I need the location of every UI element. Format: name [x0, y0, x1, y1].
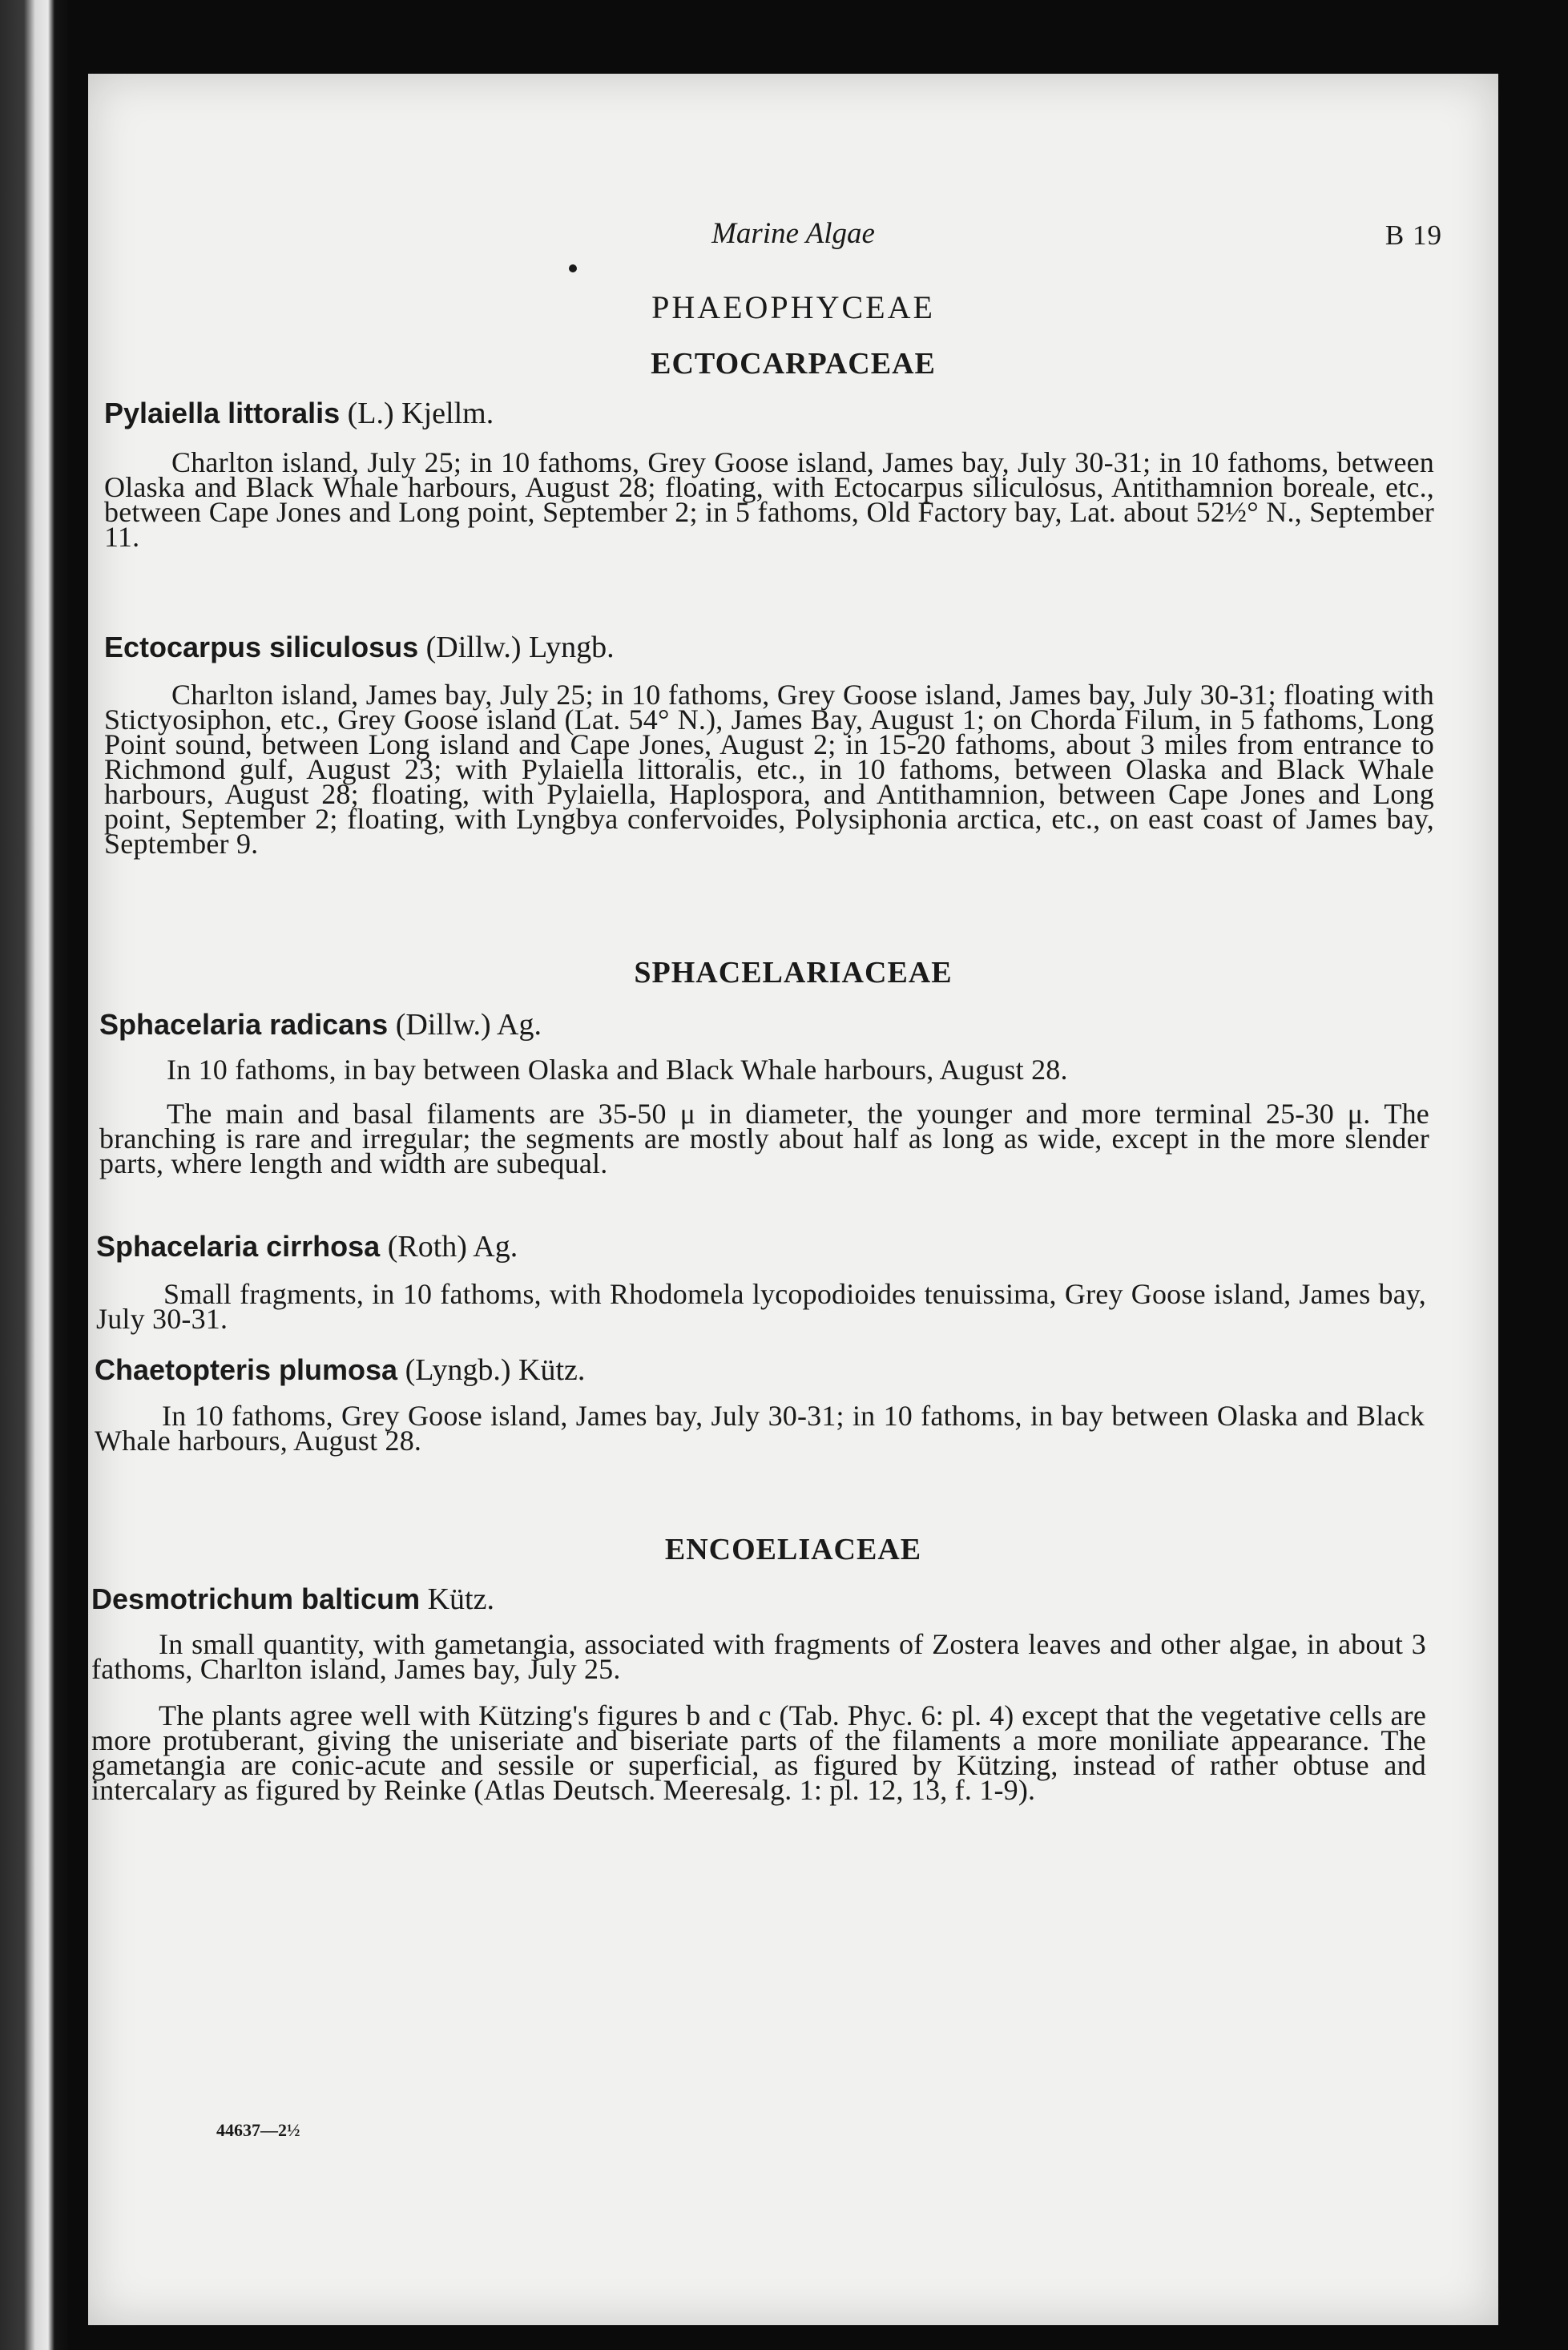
paragraph-pylaiella: Charlton island, July 25; in 10 fathoms, Grey Goose island, James bay, July 30-31; in 10 fathoms, between Olaska and Black Whale harbours, August 28; floating, with Ectocarpus siliculosus, Antithamnion boreale, etc., between Cape Jones and Long point, September 2; in 5 fathoms, Old Factory bay, Lat. about 52½° N., September 11.	[104, 446, 1434, 553]
species-heading-sphacelaria-cirrhosa	[96, 1229, 518, 1264]
book-page	[88, 74, 1498, 2325]
page-binding-edge	[0, 0, 69, 2350]
species-authority: (L.) Kjellm.	[347, 397, 494, 430]
class-heading: PHAEOPHYCEAE	[651, 289, 935, 325]
species-authority: (Dillw.) Ag.	[395, 1008, 542, 1042]
paragraph-desmotrichum-locality: In small quantity, with gametangia, associated with fragments of Zostera leaves and other algae, in about 3 fathoms, Charlton island, James bay, July 25.	[91, 1628, 1426, 1685]
species-name: Pylaiella littoralis	[104, 397, 341, 429]
ink-dot	[569, 264, 577, 272]
paragraph-radicans-description: The main and basal filaments are 35-50 μ in diameter, the younger and more terminal 25-30 μ. The branching is rare and irregular; the segments are mostly about half as long as wide, except in the more slender parts, where length and width are subequal.	[99, 1098, 1429, 1179]
family-heading-sphacelariaceae: SPHACELARIACEAE	[634, 956, 953, 990]
species-authority: Kütz.	[427, 1582, 494, 1616]
family-heading-encoeliaceae: ENCOELIACEAE	[664, 1533, 922, 1566]
paragraph-chaetopteris: In 10 fathoms, Grey Goose island, James bay, July 30-31; in 10 fathoms, in bay between Olaska and Black Whale harbours, August 28.	[95, 1400, 1425, 1457]
species-name: Desmotrichum balticum	[91, 1582, 421, 1615]
species-authority: (Dillw.) Lyngb.	[425, 631, 615, 664]
running-head: Marine Algae	[711, 217, 875, 250]
species-name: Sphacelaria cirrhosa	[96, 1230, 381, 1263]
page-number: B 19	[1385, 220, 1442, 251]
family-heading-ectocarpaceae: ECTOCARPACEAE	[651, 347, 936, 381]
species-name: Sphacelaria radicans	[99, 1008, 389, 1041]
species-authority: (Lyngb.) Kütz.	[405, 1353, 586, 1387]
paragraph-desmotrichum-description: The plants agree well with Kützing's figures b and c (Tab. Phyc. 6: pl. 4) except that the vegetative cells are more protuberant, giving the uniseriate and biseriate parts of the filaments a more moniliate appearance. The gametangia are conic-acute and sessile or superficial, as figured by Kützing, instead of rather obtuse and intercalary as figured by Reinke (Atlas Deutsch. Meeresalg. 1: pl. 12, 13, f. 1-9).	[91, 1699, 1426, 1806]
species-heading-pylaiella	[104, 396, 494, 431]
paragraph-cirrhosa: Small fragments, in 10 fathoms, with Rhodomela lycopodioides tenuissima, Grey Goose island, James bay, July 30-31.	[96, 1278, 1426, 1335]
species-name: Ectocarpus siliculosus	[104, 631, 419, 663]
paragraph-ectocarpus: Charlton island, James bay, July 25; in 10 fathoms, Grey Goose island, James bay, July 30-31; floating with Stictyosiphon, etc., Grey Goose island (Lat. 54° N.), James Bay, August 1; on Chorda Filum, in 5 fathoms, Long Point sound, between Long island and Cape Jones, August 2; in 15-20 fathoms, about 3 miles from entrance to Richmond gulf, August 23; with Pylaiella littoralis, etc., in 10 fathoms, between Olaska and Black Whale harbours, August 28; floating, with Pylaiella, Haplospora, and Antithamnion, between Cape Jones and Long point, September 2; floating, with Lyngbya confervoides, Polysiphonia arctica, etc., on east coast of James bay, September 9.	[104, 679, 1434, 860]
species-heading-ectocarpus	[104, 630, 615, 665]
species-name: Chaetopteris plumosa	[95, 1353, 398, 1386]
species-authority: (Roth) Ag.	[387, 1230, 518, 1264]
print-code: 44637—2½	[216, 2120, 300, 2140]
species-heading-desmotrichum	[91, 1582, 494, 1617]
paragraph-radicans-locality: In 10 fathoms, in bay between Olaska and Black Whale harbours, August 28.	[167, 1054, 1068, 1086]
species-heading-sphacelaria-radicans	[99, 1007, 542, 1042]
species-heading-chaetopteris	[95, 1352, 585, 1388]
